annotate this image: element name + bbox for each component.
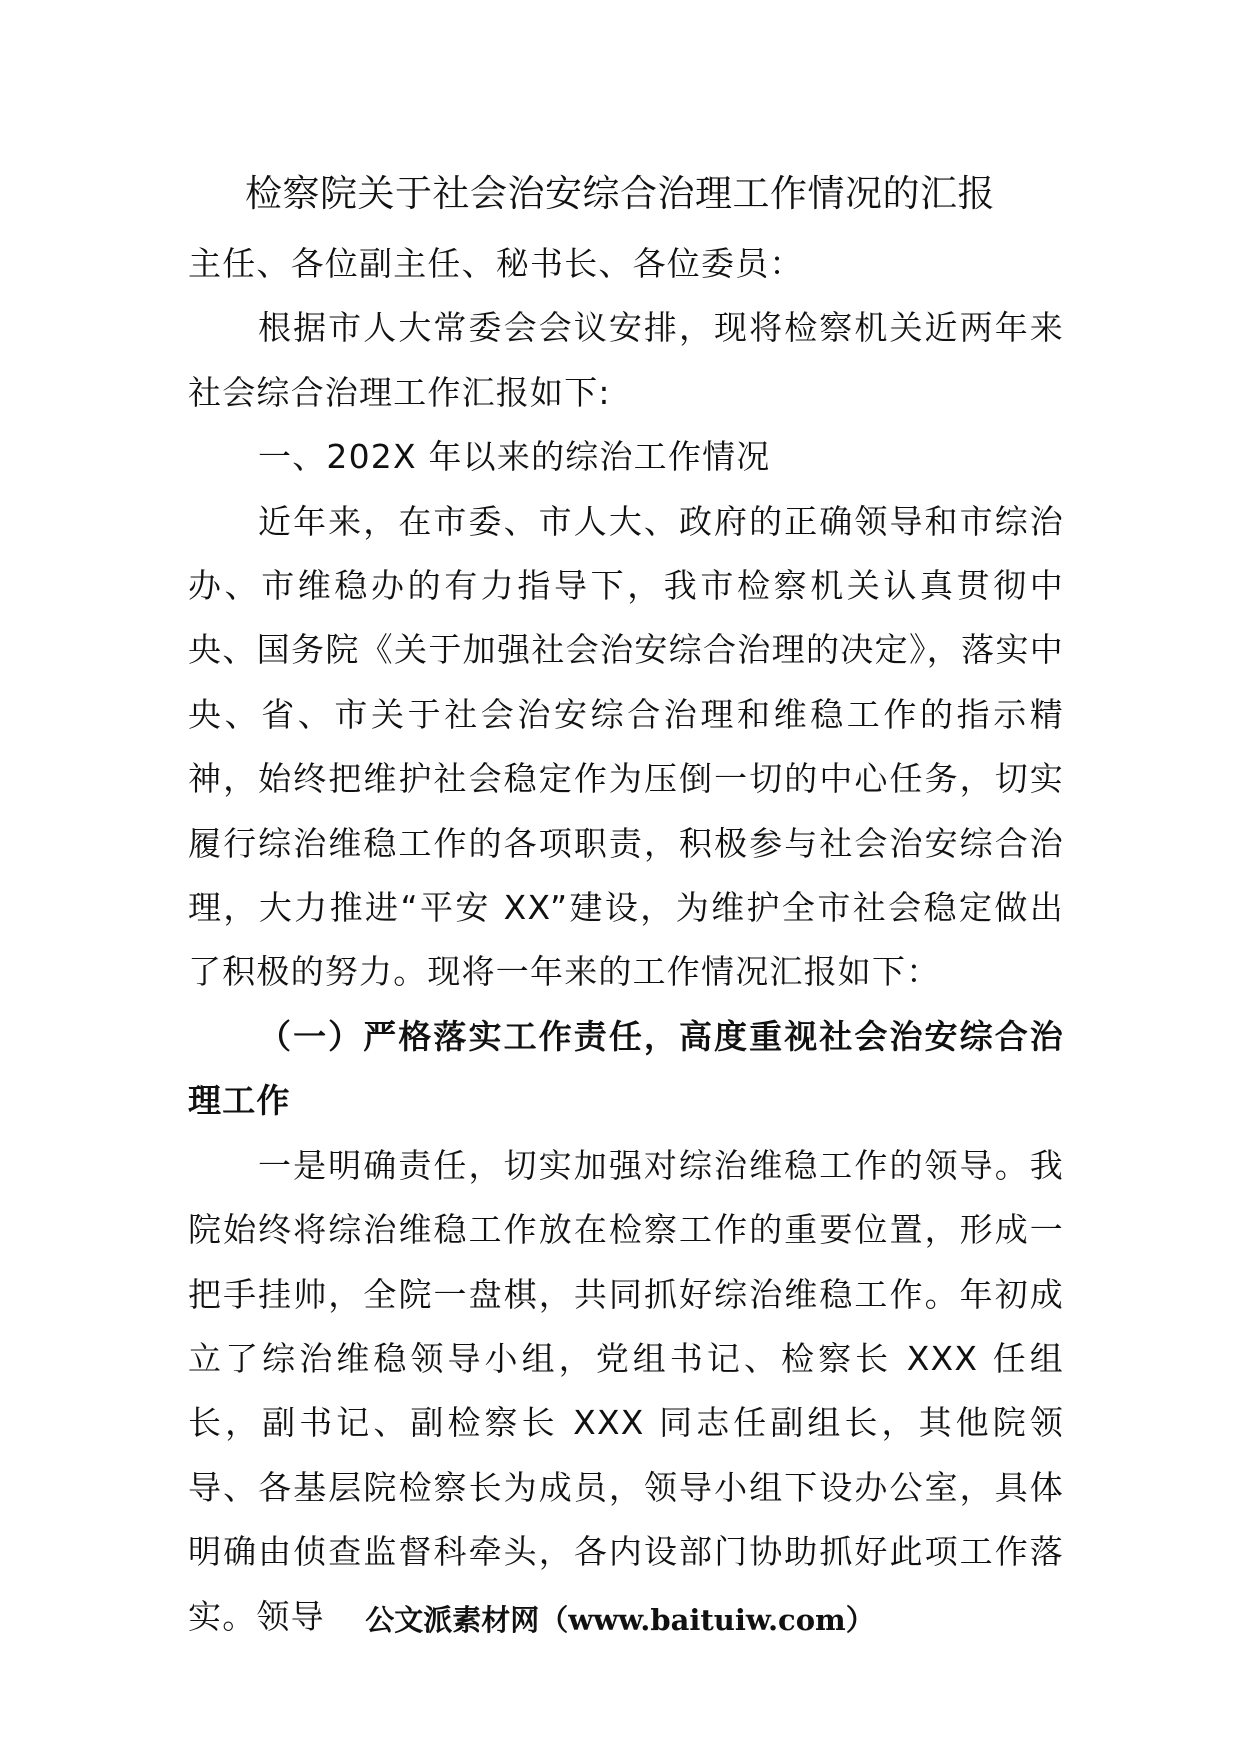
paragraph-overview: 近年来，在市委、市人大、政府的正确领导和市综治办、市维稳办的有力指导下，我市检察机关认真贯彻中央、国务院《关于加强社会治安综合治理的决定》，落实中央、省、市关于社会治安综合治理和维稳工作的指示精神，始终把维护社会稳定作为压倒一切的中心任务，切实履行综治维稳工作的各项职责，积极参与社会治安综合治理，大力推进“平安 XX”建设，为维护全市社会稳定做出了积极的努力。现将一年来的工作情况汇报如下： — [188, 501, 1064, 992]
document-body — [188, 232, 1064, 1649]
salutation: 主任、各位副主任、秘书长、各位委员： — [188, 244, 804, 283]
document-title: 检察院关于社会治安综合治理工作情况的汇报 — [245, 172, 995, 215]
subsection-heading-1: （一）严格落实工作责任，高度重视社会治安综合治理工作 — [188, 1016, 1064, 1121]
paragraph-intro: 根据市人大常委会会议安排，现将检察机关近两年来社会综合治理工作汇报如下: — [188, 308, 1064, 412]
section-heading-1: 一、202X 年以来的综治工作情况 — [258, 437, 771, 477]
paragraph-responsibility: 一是明确责任，切实加强对综治维稳工作的领导。我院始终将综治维稳工作放在检察工作的重要位置，形成一把手挂帅，全院一盘棋，共同抓好综治维稳工作。年初成立了综治维稳领导小组，党组书记、检察长 XXX 任组长，副书记、副检察长 XXX 同志任副组长，其他院领导、各基层院检察长为成员，领导小组下设办公室，具体明确由侦查监督科牵头，各内设部门协助抓好此项工作落实。领导 — [188, 1145, 1064, 1636]
footer-watermark: 公文派素材网（www.baituiw.com） — [365, 1603, 875, 1637]
